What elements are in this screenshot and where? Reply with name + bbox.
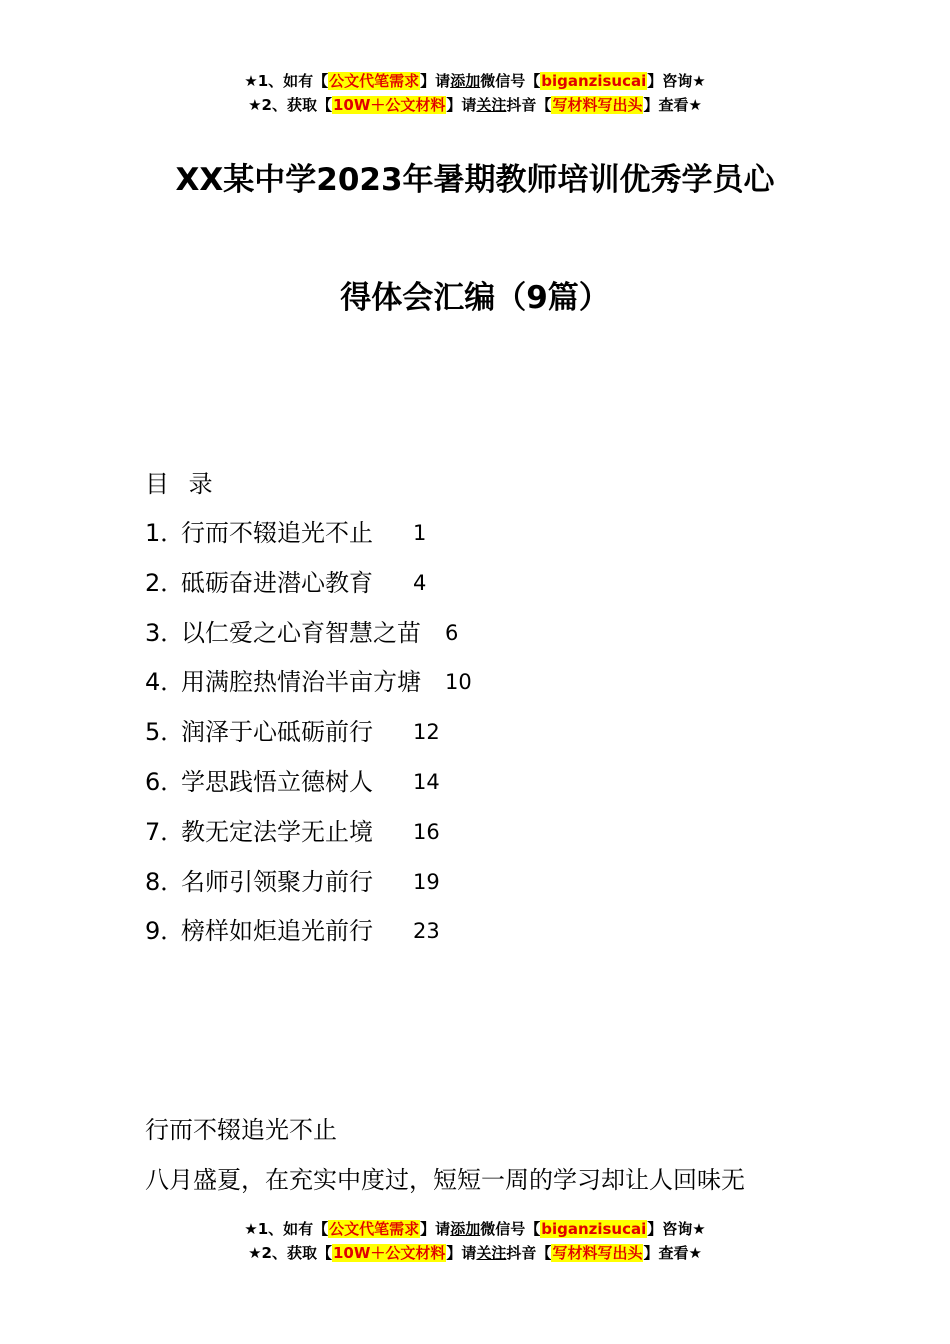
banner-text: ★2、获取【: [248, 96, 332, 114]
banner-text: 】查看★: [643, 1244, 702, 1262]
document-title-line-2: 得体会汇编（9篇）: [340, 280, 610, 316]
banner-underlined-text: 关注: [476, 1244, 507, 1262]
highlight-douyin-account: 写材料写出头: [552, 96, 643, 114]
toc-item-title: 润泽于心砥砺前行: [181, 718, 373, 747]
toc-item-page: 1: [413, 521, 427, 545]
body-paragraph: 八月盛夏，在充实中度过，短短一周的学习却让人回味无: [145, 1166, 745, 1194]
toc-item-page: 10: [445, 670, 472, 695]
toc-item-number: 3．: [145, 618, 185, 647]
banner-text: 】请: [420, 1220, 451, 1238]
toc-item-number: 7．: [145, 817, 185, 846]
highlight-douyin-account: 写材料写出头: [552, 1244, 643, 1262]
banner-line-1: [0, 69, 950, 93]
toc-item-number: 4．: [145, 668, 185, 697]
banner-text: 微信号【: [480, 72, 541, 90]
toc-item[interactable]: [145, 611, 459, 661]
toc-item-number: 9．: [145, 917, 185, 946]
toc-item-title: 名师引领聚力前行: [181, 867, 373, 896]
banner-text: ★2、获取【: [248, 1244, 332, 1262]
toc-item-page: 19: [413, 869, 440, 894]
toc-item-number: 8．: [145, 867, 185, 896]
toc-item-page: 16: [413, 819, 440, 844]
toc-item-title: 用满腔热情治半亩方塘: [181, 668, 421, 697]
footer-banner: [0, 1217, 950, 1265]
banner-underlined-text: 关注: [476, 96, 507, 114]
toc-item[interactable]: [145, 860, 440, 910]
toc-item-number: 2．: [145, 568, 185, 597]
table-of-contents: [145, 511, 472, 959]
toc-item[interactable]: [145, 810, 440, 860]
toc-item-page: 23: [413, 919, 440, 944]
toc-item-title: 以仁爱之心育智慧之苗: [181, 618, 421, 647]
highlight-materials: 10W＋公文材料: [332, 96, 446, 114]
toc-item-page: 4: [413, 570, 427, 595]
highlight-wechat-id: biganzisucai: [541, 1220, 647, 1238]
banner-line-2: [0, 1241, 950, 1265]
document-title-line-1: XX某中学2023年暑期教师培训优秀学员心: [175, 162, 775, 198]
highlight-ghostwriting: 公文代笔需求: [329, 1220, 420, 1238]
banner-text: 】请: [420, 72, 451, 90]
banner-underlined-text: 添加: [450, 72, 481, 90]
banner-line-1: [0, 1217, 950, 1241]
banner-underlined-text: 添加: [450, 1220, 481, 1238]
highlight-wechat-id: biganzisucai: [541, 72, 647, 90]
banner-text: 】咨询★: [647, 72, 706, 90]
toc-heading: 目 录: [145, 470, 219, 498]
toc-item[interactable]: [145, 760, 440, 810]
toc-item-title: 行而不辍追光不止: [181, 519, 373, 547]
toc-item-number: 6．: [145, 767, 185, 796]
banner-text: ★1、如有【: [244, 72, 329, 90]
toc-item-number: 1．: [145, 519, 185, 547]
toc-item-page: 12: [413, 720, 440, 745]
toc-item[interactable]: [145, 511, 427, 561]
banner-text: ★1、如有【: [244, 1220, 329, 1238]
banner-text: 】请: [446, 1244, 477, 1262]
section-title: 行而不辍追光不止: [145, 1116, 337, 1144]
toc-item-title: 学思践悟立德树人: [181, 767, 373, 796]
toc-item-number: 5．: [145, 718, 185, 747]
banner-text: 】咨询★: [647, 1220, 706, 1238]
banner-text: 抖音【: [506, 1244, 552, 1262]
toc-item-page: 14: [413, 769, 440, 794]
banner-text: 】查看★: [643, 96, 702, 114]
toc-item-page: 6: [445, 620, 459, 645]
toc-item-title: 砥砺奋进潜心教育: [181, 568, 373, 597]
toc-item-title: 教无定法学无止境: [181, 817, 373, 846]
banner-text: 抖音【: [506, 96, 552, 114]
toc-item[interactable]: [145, 660, 472, 710]
toc-item[interactable]: [145, 909, 440, 959]
banner-line-2: [0, 93, 950, 117]
toc-item-title: 榜样如炬追光前行: [181, 917, 373, 946]
highlight-materials: 10W＋公文材料: [332, 1244, 446, 1262]
toc-item[interactable]: [145, 710, 440, 760]
banner-text: 微信号【: [480, 1220, 541, 1238]
header-banner: [0, 69, 950, 117]
banner-text: 】请: [446, 96, 477, 114]
highlight-ghostwriting: 公文代笔需求: [329, 72, 420, 90]
toc-item[interactable]: [145, 561, 427, 611]
